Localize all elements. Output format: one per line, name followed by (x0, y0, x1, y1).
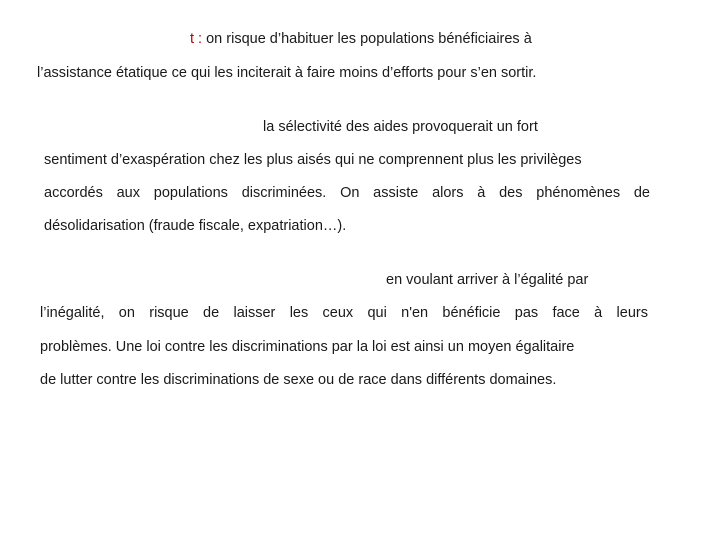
paragraph-1-line-1 (190, 30, 532, 48)
paragraph-1-line-1-text: on risque d’habituer les populations bénéficiaires à (202, 31, 532, 47)
paragraph-2-line-1: la sélectivité des aides provoquerait un fort (263, 119, 538, 135)
paragraph-3-line-2: l’inégalité, on risque de laisser les ceux qui n'en bénéficie pas face à leurs (40, 305, 648, 321)
paragraph-2-line-4: désolidarisation (fraude fiscale, expatriation…). (44, 218, 347, 234)
paragraph-1-marker: t : (190, 31, 203, 47)
paragraph-2-line-2: sentiment d’exaspération chez les plus aisés qui ne comprennent plus les privilèges (44, 152, 582, 168)
paragraph-3-line-3: problèmes. Une loi contre les discriminations par la loi est ainsi un moyen égalitaire (40, 339, 575, 355)
paragraph-1-line-2: l’assistance étatique ce qui les inciterait à faire moins d’efforts pour s’en sortir. (37, 65, 537, 81)
paragraph-3-line-4: de lutter contre les discriminations de sexe ou de race dans différents domaines. (40, 372, 557, 388)
paragraph-2-line-3: accordés aux populations discriminées. On assiste alors à des phénomènes de (44, 185, 650, 201)
paragraph-3-line-1: en voulant arriver à l’égalité par (386, 272, 589, 288)
